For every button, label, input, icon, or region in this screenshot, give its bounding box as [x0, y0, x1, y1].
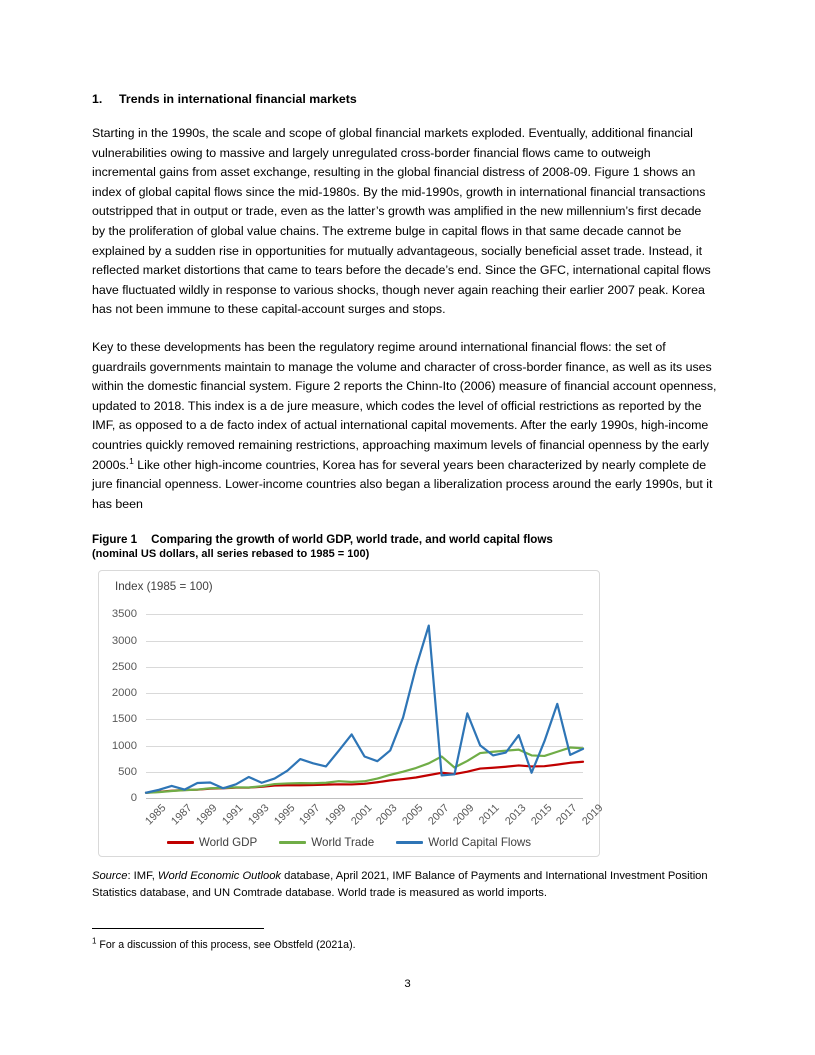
footnote-reference-1[interactable]: 1 — [129, 455, 134, 466]
x-tick-2017: 2017 — [554, 802, 580, 828]
x-tick-2009: 2009 — [451, 802, 477, 828]
x-tick-2003: 2003 — [374, 802, 400, 828]
chart-series-lines — [146, 614, 583, 798]
source-label: Source — [92, 870, 128, 883]
paragraph-2-part-b: Like other high-income countries, Korea has for several years been characterized by nearly complete de jure financial openness. Lower-income countries also began a liberalization process around the early 1990s, but it has been — [92, 457, 713, 511]
chart-legend — [99, 836, 599, 849]
figure-caption — [92, 532, 717, 548]
x-tick-2011: 2011 — [476, 802, 502, 828]
x-tick-1989: 1989 — [194, 802, 220, 828]
source-italic-title: World Economic Outlook — [157, 870, 282, 883]
legend-item-world-gdp[interactable] — [167, 836, 257, 849]
x-tick-2015: 2015 — [528, 802, 555, 828]
figure-title: Comparing the growth of world GDP, world trade, and world capital flows — [151, 533, 553, 547]
x-tick-1991: 1991 — [220, 802, 246, 828]
chart-plot-area — [146, 614, 583, 798]
legend-swatch-icon — [279, 841, 306, 844]
y-tick-0: 0 — [130, 792, 137, 805]
x-tick-1985: 1985 — [143, 802, 169, 828]
x-tick-1997: 1997 — [297, 802, 323, 828]
section-heading — [92, 92, 717, 106]
legend-label: World Capital Flows — [428, 836, 532, 850]
x-tick-1995: 1995 — [271, 802, 298, 828]
chart-title: Index (1985 = 100) — [115, 580, 213, 594]
y-axis-labels — [99, 608, 141, 805]
x-tick-2019: 2019 — [580, 802, 606, 828]
paragraph-2 — [92, 338, 717, 514]
y-tick-500: 500 — [118, 765, 137, 778]
x-tick-2007: 2007 — [425, 802, 452, 828]
footnote-text-content: For a discussion of this process, see Obstfeld (2021a). — [96, 939, 356, 951]
legend-swatch-icon — [396, 841, 423, 844]
x-axis-line — [146, 798, 583, 799]
y-tick-3000: 3000 — [111, 634, 137, 647]
x-tick-2005: 2005 — [400, 802, 426, 828]
legend-label: World GDP — [198, 836, 258, 850]
footnote-separator — [92, 928, 264, 929]
page-content — [92, 92, 717, 901]
y-tick-1500: 1500 — [111, 713, 137, 726]
section-title-text: Trends in international financial markets — [119, 92, 357, 106]
footnote-marker: 1 — [92, 936, 97, 946]
section-number: 1. — [92, 92, 103, 106]
y-tick-1000: 1000 — [111, 739, 137, 752]
footnote-1 — [92, 938, 717, 953]
source-text-1: : IMF, — [127, 870, 158, 883]
paragraph-1: Starting in the 1990s, the scale and scope of global financial markets exploded. Eventually, additional financial vulnerabilities owing to massive and largely unregulated cross-border financial flows came to outweigh incremental gains from asset exchange, resulting in the global financial distress of 2008-09. Figure 1 shows an index of global capital flows since the mid-1980s. By the mid-1990s, growth in international financial transactions outstripped that in output or trade, even as the latter’s growth was amplified in the new millennium’s first decade by the proliferation of global value chains. The extreme bulge in capital flows in that same decade cannot be explained by a sudden rise in opportunities for mutually advantageous, socially beneficial asset trade. Instead, it reflected market distortions that came to tears before the decade’s end. Since the GFC, international capital flows have fluctuated wildly in response to various shocks, though never again reaching their earlier 2007 peak. Korea has not been immune to these capital-account surges and stops. — [92, 126, 711, 317]
legend-item-world-trade[interactable] — [279, 836, 374, 849]
x-tick-1993: 1993 — [245, 802, 272, 828]
paragraph-2-part-a: Key to these developments has been the regulatory regime around international financial flows: the set of guardrails governments maintain to manage the volume and character of cross-border finance, as well as its uses within the domestic financial system. Figure 2 reports the Chinn-Ito (2006) measure of financial account openness, updated to 2018. This index is a de jure measure, which codes the level of official restrictions as reported by the IMF, as opposed to a de facto index of actual international capital movements. After the early 1990s, high-income countries quickly removed remaining restrictions, approaching maximum levels of financial openness by the early 2000s. — [92, 339, 717, 472]
series-line-world-capital-flows — [146, 626, 583, 793]
y-tick-3500: 3500 — [111, 608, 137, 621]
source-text-2: database, April 2021, IMF Balance of Payments and International Investment Position Statistics database, and UN Comtrade database. World trade is measured as world imports. — [92, 870, 708, 899]
x-tick-1987: 1987 — [168, 802, 195, 828]
x-tick-2001: 2001 — [348, 802, 375, 828]
page-number: 3 — [404, 978, 411, 990]
figure-subtitle: (nominal US dollars, all series rebased to 1985 = 100) — [92, 548, 370, 561]
x-tick-1999: 1999 — [322, 802, 349, 828]
legend-label: World Trade — [311, 836, 375, 850]
legend-swatch-icon — [167, 841, 194, 844]
footnote-area — [92, 928, 717, 953]
figure-label: Figure 1 — [92, 533, 138, 547]
chart-container — [98, 570, 606, 857]
y-tick-2000: 2000 — [111, 687, 137, 700]
x-tick-2013: 2013 — [502, 802, 529, 828]
legend-item-world-capital-flows[interactable] — [396, 836, 531, 849]
y-tick-2500: 2500 — [111, 660, 137, 673]
figure-source-note — [92, 868, 717, 901]
